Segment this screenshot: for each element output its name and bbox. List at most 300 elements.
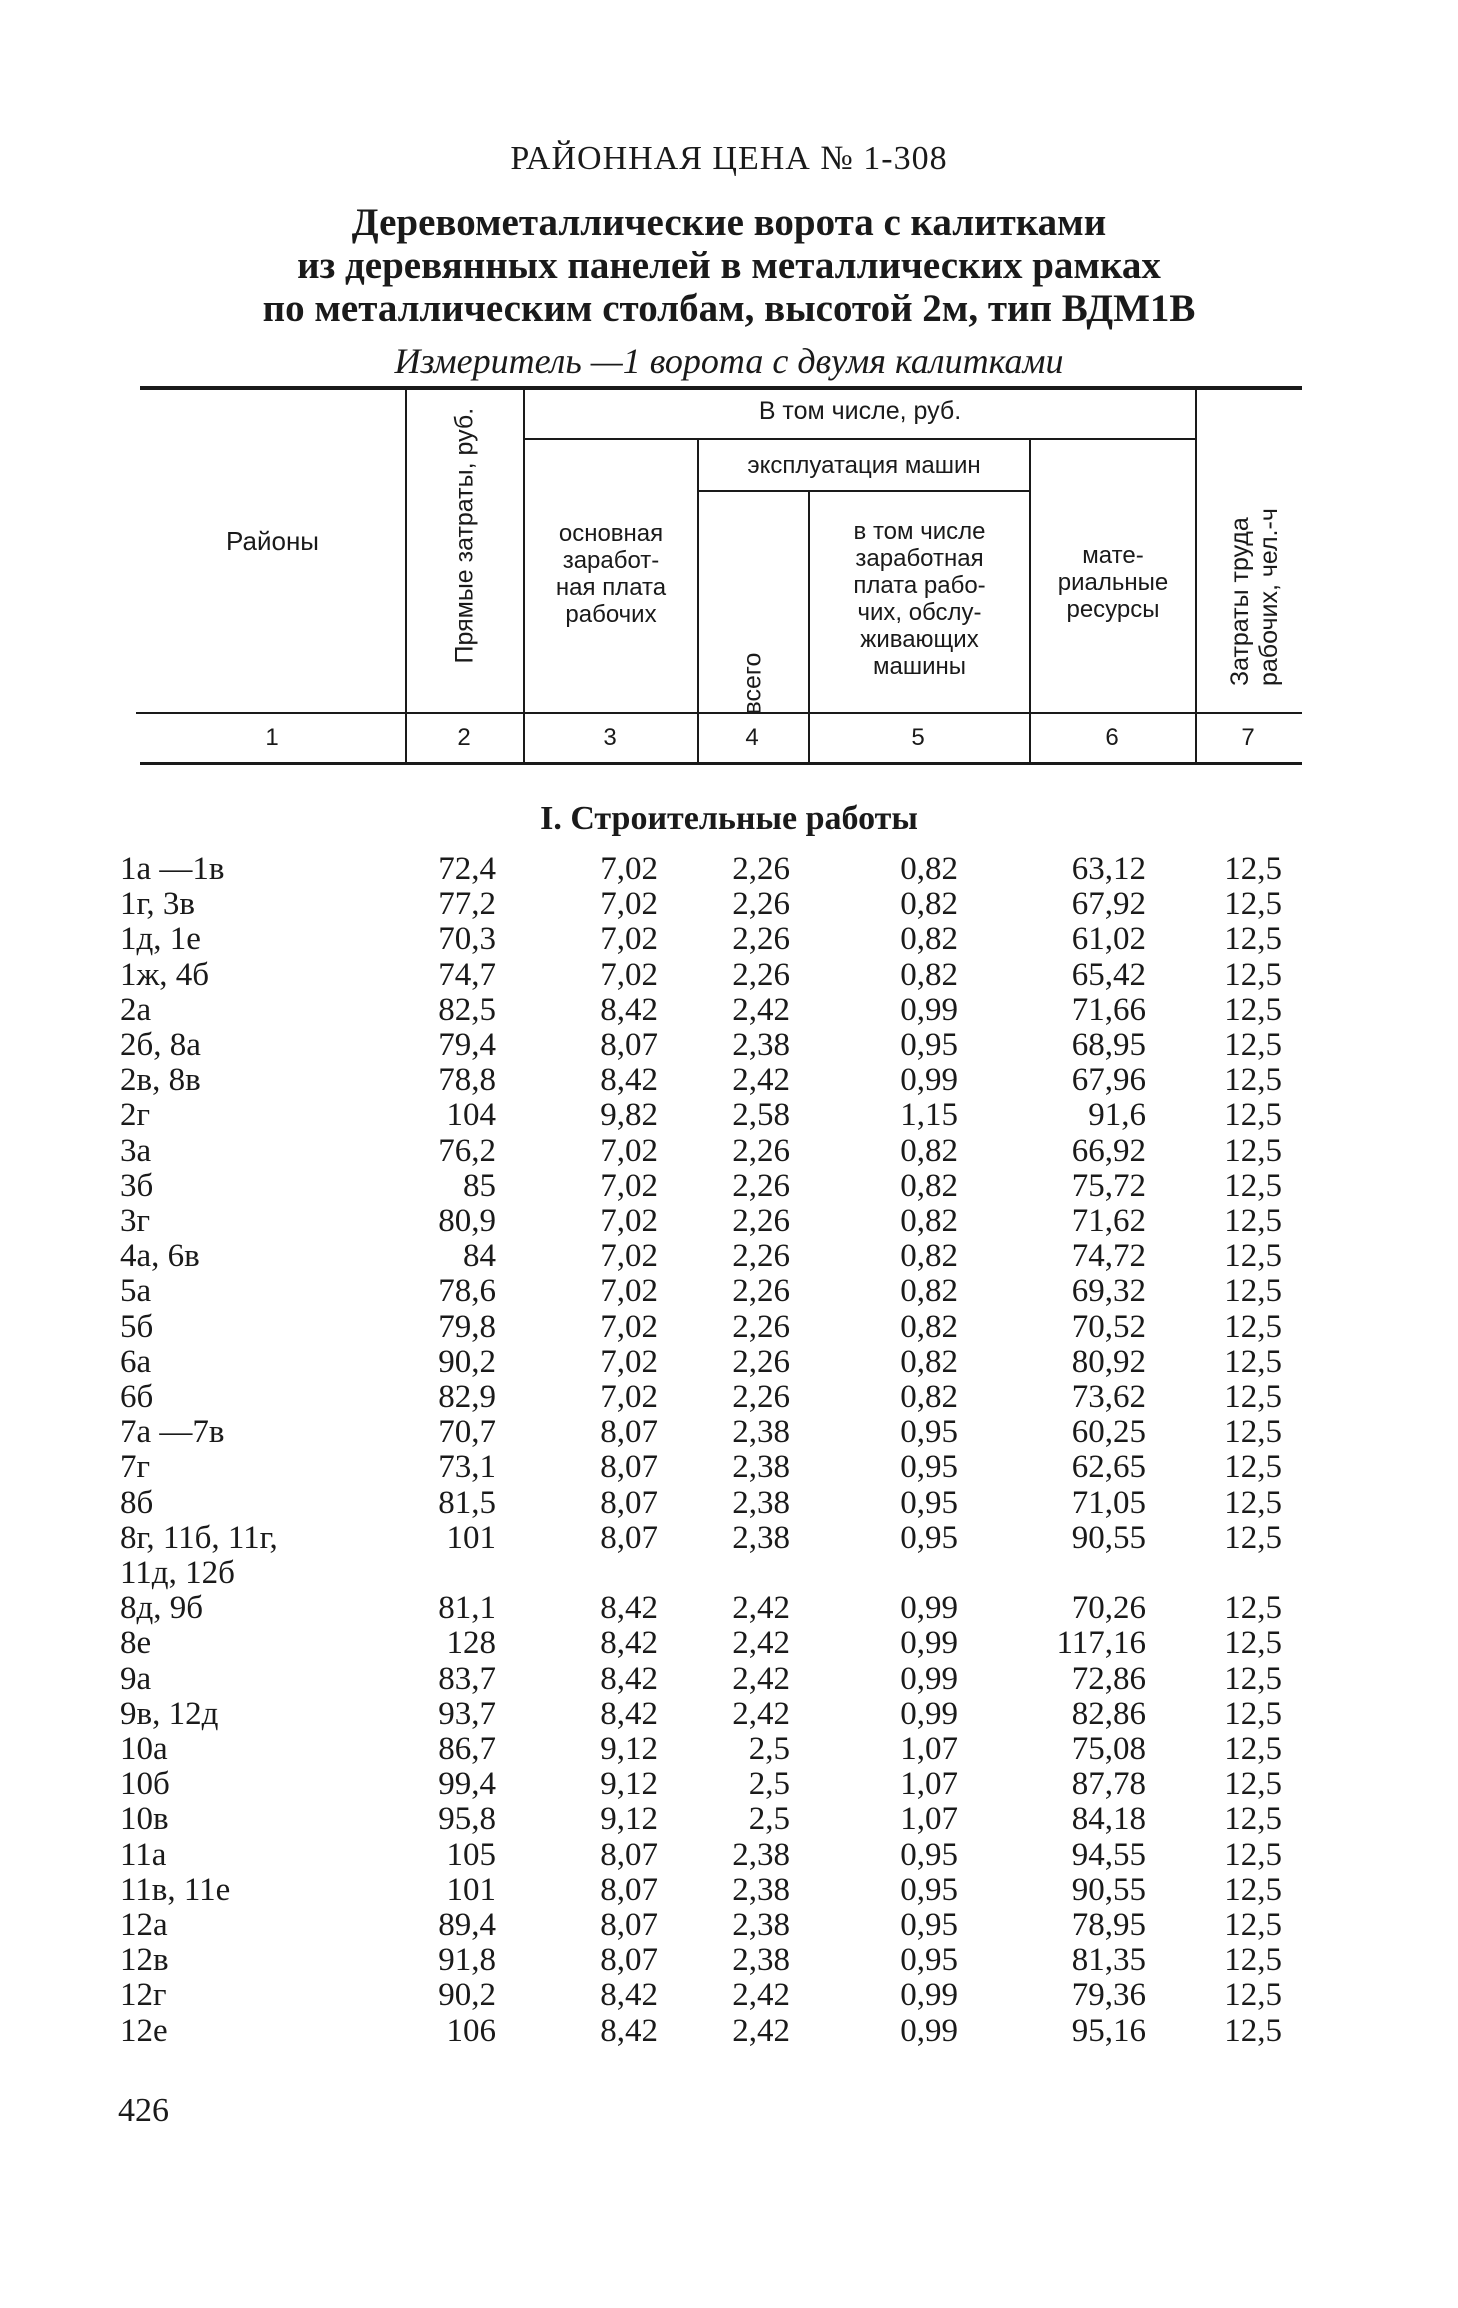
cell-wage: 7,02 xyxy=(600,1238,658,1274)
table-row xyxy=(0,958,1458,993)
table-row xyxy=(0,1908,1458,1943)
cell-wage: 8,07 xyxy=(600,1485,658,1521)
cell-mach-total: 2,26 xyxy=(732,957,790,993)
cell-direct: 80,9 xyxy=(438,1203,496,1239)
table-row xyxy=(0,1486,1458,1521)
cell-mach-total: 2,26 xyxy=(732,1133,790,1169)
cell-wage: 9,12 xyxy=(600,1801,658,1837)
title-line-1: Деревометаллические ворота с калитками xyxy=(351,201,1107,244)
cell-labor: 12,5 xyxy=(1224,1027,1282,1063)
cell-wage: 8,07 xyxy=(600,1414,658,1450)
operator-wage-header xyxy=(810,518,1029,680)
cell-wage: 8,42 xyxy=(600,1625,658,1661)
cell-mach-wage: 0,82 xyxy=(900,1379,958,1415)
cell-district: 4а, 6в xyxy=(120,1238,200,1274)
cell-mach-total: 2,38 xyxy=(732,1520,790,1556)
price-code: РАЙОННАЯ ЦЕНА № 1-308 xyxy=(510,140,948,177)
base-wage-header xyxy=(525,520,697,628)
operator-wage-line: чих, обслу- xyxy=(857,599,982,626)
cell-direct: 83,7 xyxy=(438,1661,496,1697)
table-row xyxy=(0,1662,1458,1697)
unit-of-measure: Измеритель —1 ворота с двумя калитками xyxy=(394,341,1064,381)
cell-labor: 12,5 xyxy=(1224,1661,1282,1697)
page-number: 426 xyxy=(118,2092,169,2129)
table-row xyxy=(0,1626,1458,1661)
column-number: 4 xyxy=(745,724,759,751)
labor-header xyxy=(1226,436,1284,686)
cell-materials: 75,72 xyxy=(1071,1168,1146,1204)
table-row xyxy=(0,1838,1458,1873)
cell-materials: 70,52 xyxy=(1071,1309,1146,1345)
table-row xyxy=(0,1134,1458,1169)
col-divider-6 xyxy=(1195,390,1197,762)
materials-line: риальные xyxy=(1057,569,1169,596)
cell-wage: 7,02 xyxy=(600,957,658,993)
cell-materials: 65,42 xyxy=(1071,957,1146,993)
column-number: 2 xyxy=(457,724,471,751)
cell-materials: 68,95 xyxy=(1071,1027,1146,1063)
cell-materials: 71,62 xyxy=(1071,1203,1146,1239)
cell-labor: 12,5 xyxy=(1224,1872,1282,1908)
cell-labor: 12,5 xyxy=(1224,1062,1282,1098)
table-row xyxy=(0,1521,1458,1556)
cell-direct: 104 xyxy=(446,1097,496,1133)
cell-direct: 70,3 xyxy=(438,921,496,957)
cell-labor: 12,5 xyxy=(1224,992,1282,1028)
number-row-rule xyxy=(140,762,1302,765)
cell-district: 8д, 9б xyxy=(120,1590,204,1626)
cell-labor: 12,5 xyxy=(1224,1133,1282,1169)
cell-district: 1г, 3в xyxy=(120,886,195,922)
cell-labor: 12,5 xyxy=(1224,957,1282,993)
header-top-rule xyxy=(140,386,1302,390)
table-row xyxy=(0,1345,1458,1380)
table-row xyxy=(0,852,1458,887)
table-row xyxy=(0,993,1458,1028)
cell-mach-total: 2,26 xyxy=(732,921,790,957)
cell-materials: 67,92 xyxy=(1071,886,1146,922)
cell-wage: 9,12 xyxy=(600,1731,658,1767)
cell-district: 1д, 1е xyxy=(120,921,201,957)
table-row xyxy=(0,1873,1458,1908)
cell-district: 2г xyxy=(120,1097,151,1133)
operator-wage-line: живающих xyxy=(860,626,979,653)
cell-district: 6б xyxy=(120,1379,154,1415)
cell-materials: 60,25 xyxy=(1071,1414,1146,1450)
cell-mach-total: 2,5 xyxy=(748,1731,790,1767)
cell-district: 10а xyxy=(120,1731,168,1767)
cell-mach-total: 2,38 xyxy=(732,1485,790,1521)
cell-mach-wage: 0,95 xyxy=(900,1449,958,1485)
cell-mach-total: 2,5 xyxy=(748,1801,790,1837)
cell-materials: 71,05 xyxy=(1071,1485,1146,1521)
cell-district: 2б, 8а xyxy=(120,1027,201,1063)
cell-direct: 128 xyxy=(446,1625,496,1661)
base-wage-line: заработ- xyxy=(562,547,660,574)
cell-labor: 12,5 xyxy=(1224,1273,1282,1309)
cell-mach-wage: 0,95 xyxy=(900,1942,958,1978)
cell-district: 8б xyxy=(120,1485,154,1521)
cell-mach-total: 2,26 xyxy=(732,1379,790,1415)
cell-labor: 12,5 xyxy=(1224,1414,1282,1450)
cell-materials: 81,35 xyxy=(1071,1942,1146,1978)
machine-total-header: всего xyxy=(738,652,767,715)
cell-mach-total: 2,26 xyxy=(732,1273,790,1309)
cell-mach-total: 2,38 xyxy=(732,1837,790,1873)
cell-district: 11в, 11е xyxy=(120,1872,231,1908)
cell-labor: 12,5 xyxy=(1224,1590,1282,1626)
cell-wage: 7,02 xyxy=(600,851,658,887)
cell-materials: 90,55 xyxy=(1071,1520,1146,1556)
cell-direct: 89,4 xyxy=(438,1907,496,1943)
cell-wage: 8,42 xyxy=(600,2013,658,2049)
table-row xyxy=(0,2014,1458,2049)
cell-wage: 8,42 xyxy=(600,992,658,1028)
cell-labor: 12,5 xyxy=(1224,2013,1282,2049)
cell-direct: 95,8 xyxy=(438,1801,496,1837)
cell-direct: 90,2 xyxy=(438,1977,496,2013)
cell-mach-total: 2,42 xyxy=(732,1696,790,1732)
cell-district: 12а xyxy=(120,1907,168,1943)
table-row xyxy=(0,1767,1458,1802)
table-row xyxy=(0,1697,1458,1732)
table-row-continuation xyxy=(0,1556,1458,1591)
cell-labor: 12,5 xyxy=(1224,1837,1282,1873)
column-number: 6 xyxy=(1105,724,1119,751)
labor-line: рабочих, чел.-ч xyxy=(1255,508,1283,686)
cell-materials: 87,78 xyxy=(1071,1766,1146,1802)
cell-wage: 8,07 xyxy=(600,1942,658,1978)
cell-mach-wage: 0,82 xyxy=(900,1168,958,1204)
table-row xyxy=(0,1028,1458,1063)
cell-mach-total: 2,42 xyxy=(732,992,790,1028)
cell-wage: 7,02 xyxy=(600,1203,658,1239)
cell-materials: 82,86 xyxy=(1071,1696,1146,1732)
cell-materials: 73,62 xyxy=(1071,1379,1146,1415)
cell-wage: 8,42 xyxy=(600,1590,658,1626)
cell-materials: 63,12 xyxy=(1071,851,1146,887)
operator-wage-line: в том числе xyxy=(853,518,986,545)
cell-mach-wage: 0,99 xyxy=(900,1977,958,2013)
cell-materials: 94,55 xyxy=(1071,1837,1146,1873)
cell-direct: 91,8 xyxy=(438,1942,496,1978)
cell-wage: 7,02 xyxy=(600,1133,658,1169)
including-rule xyxy=(523,438,1195,440)
cell-mach-total: 2,26 xyxy=(732,1168,790,1204)
labor-line: Затраты труда xyxy=(1226,517,1254,686)
cell-direct: 99,4 xyxy=(438,1766,496,1802)
cell-wage: 8,07 xyxy=(600,1027,658,1063)
machine-operation-header: эксплуатация машин xyxy=(747,452,981,479)
cell-wage: 7,02 xyxy=(600,1273,658,1309)
base-wage-line: рабочих xyxy=(565,601,657,628)
cell-district: 9в, 12д xyxy=(120,1696,219,1732)
cell-wage: 8,07 xyxy=(600,1520,658,1556)
title-line-2: из деревянных панелей в металлических рамках xyxy=(297,244,1161,287)
cell-direct: 72,4 xyxy=(438,851,496,887)
cell-district: 10б xyxy=(120,1766,170,1802)
cell-wage: 8,07 xyxy=(600,1872,658,1908)
cell-district: 5б xyxy=(120,1309,154,1345)
cell-district: 6а xyxy=(120,1344,152,1380)
cell-mach-total: 2,42 xyxy=(732,1062,790,1098)
districts-header: Районы xyxy=(226,526,319,556)
cell-wage: 7,02 xyxy=(600,1309,658,1345)
cell-mach-total: 2,26 xyxy=(732,1203,790,1239)
cell-materials: 70,26 xyxy=(1071,1590,1146,1626)
table-row xyxy=(0,1204,1458,1239)
cell-mach-total: 2,42 xyxy=(732,1661,790,1697)
cell-wage: 7,02 xyxy=(600,1379,658,1415)
cell-district: 1ж, 4б xyxy=(120,957,210,993)
section-title: I. Строительные работы xyxy=(540,800,918,837)
cell-labor: 12,5 xyxy=(1224,1977,1282,2013)
cell-mach-total: 2,26 xyxy=(732,1344,790,1380)
cell-mach-wage: 0,99 xyxy=(900,1062,958,1098)
cell-mach-wage: 0,95 xyxy=(900,1872,958,1908)
cell-labor: 12,5 xyxy=(1224,1203,1282,1239)
col-divider-1 xyxy=(405,390,407,762)
cell-mach-total: 2,5 xyxy=(748,1766,790,1802)
cell-materials: 95,16 xyxy=(1071,2013,1146,2049)
cell-labor: 12,5 xyxy=(1224,1520,1282,1556)
column-number: 5 xyxy=(911,724,925,751)
cell-mach-total: 2,38 xyxy=(732,1907,790,1943)
column-number: 3 xyxy=(603,724,617,751)
cell-direct: 79,4 xyxy=(438,1027,496,1063)
operator-wage-line: плата рабо- xyxy=(853,572,986,599)
cell-wage: 8,42 xyxy=(600,1062,658,1098)
cell-materials: 62,65 xyxy=(1071,1449,1146,1485)
table-row xyxy=(0,1591,1458,1626)
cell-district: 8е xyxy=(120,1625,152,1661)
cell-mach-wage: 0,82 xyxy=(900,957,958,993)
cell-wage: 8,07 xyxy=(600,1837,658,1873)
cell-mach-wage: 1,07 xyxy=(900,1801,958,1837)
table-row xyxy=(0,1274,1458,1309)
cell-district: 11а xyxy=(120,1837,167,1873)
cell-wage: 7,02 xyxy=(600,886,658,922)
cell-direct: 78,8 xyxy=(438,1062,496,1098)
cell-direct: 81,1 xyxy=(438,1590,496,1626)
base-wage-line: основная xyxy=(558,520,664,547)
table-row xyxy=(0,1239,1458,1274)
cell-direct: 90,2 xyxy=(438,1344,496,1380)
cell-labor: 12,5 xyxy=(1224,1379,1282,1415)
machines-rule xyxy=(697,490,1029,492)
cell-labor: 12,5 xyxy=(1224,1696,1282,1732)
table-row xyxy=(0,1802,1458,1837)
cell-labor: 12,5 xyxy=(1224,1344,1282,1380)
cell-mach-wage: 1,07 xyxy=(900,1766,958,1802)
cell-mach-total: 2,42 xyxy=(732,1625,790,1661)
cell-mach-wage: 0,99 xyxy=(900,992,958,1028)
cell-mach-total: 2,42 xyxy=(732,1590,790,1626)
materials-header xyxy=(1031,542,1195,623)
table-row xyxy=(0,1169,1458,1204)
cell-labor: 12,5 xyxy=(1224,1449,1282,1485)
cell-materials: 117,16 xyxy=(1056,1625,1146,1661)
operator-wage-line: машины xyxy=(872,653,966,680)
cell-materials: 78,95 xyxy=(1071,1907,1146,1943)
cell-district: 2в, 8в xyxy=(120,1062,201,1098)
cell-district: 12е xyxy=(120,2013,168,2049)
cell-labor: 12,5 xyxy=(1224,1766,1282,1802)
cell-labor: 12,5 xyxy=(1224,1168,1282,1204)
column-number: 1 xyxy=(265,724,279,751)
table-row xyxy=(0,1732,1458,1767)
cell-district: 8г, 11б, 11г, xyxy=(120,1520,278,1556)
cell-district: 7а —7в xyxy=(120,1414,225,1450)
cell-district: 1а —1в xyxy=(120,851,225,887)
cell-direct: 82,5 xyxy=(438,992,496,1028)
title-line-3: по металлическим столбам, высотой 2м, тип ВДМ1В xyxy=(262,287,1196,330)
table-row xyxy=(0,1450,1458,1485)
cell-mach-wage: 0,95 xyxy=(900,1837,958,1873)
cell-materials: 61,02 xyxy=(1071,921,1146,957)
cell-mach-total: 2,38 xyxy=(732,1414,790,1450)
cell-direct: 86,7 xyxy=(438,1731,496,1767)
cell-mach-total: 2,26 xyxy=(732,886,790,922)
cell-wage: 7,02 xyxy=(600,1168,658,1204)
cell-district: 10в xyxy=(120,1801,169,1837)
cell-mach-wage: 0,95 xyxy=(900,1485,958,1521)
cell-direct: 85 xyxy=(463,1168,496,1204)
cell-mach-total: 2,38 xyxy=(732,1449,790,1485)
cell-mach-wage: 0,99 xyxy=(900,1590,958,1626)
cell-mach-wage: 0,82 xyxy=(900,1309,958,1345)
table-row xyxy=(0,922,1458,957)
cell-labor: 12,5 xyxy=(1224,851,1282,887)
cell-wage: 8,42 xyxy=(600,1977,658,2013)
cell-district: 9а xyxy=(120,1661,152,1697)
cell-materials: 67,96 xyxy=(1071,1062,1146,1098)
column-number: 7 xyxy=(1241,724,1255,751)
cell-labor: 12,5 xyxy=(1224,1625,1282,1661)
cell-materials: 75,08 xyxy=(1071,1731,1146,1767)
table-row xyxy=(0,887,1458,922)
cell-mach-wage: 0,95 xyxy=(900,1907,958,1943)
cell-mach-wage: 0,99 xyxy=(900,1661,958,1697)
cell-mach-total: 2,26 xyxy=(732,1238,790,1274)
cell-materials: 69,32 xyxy=(1071,1273,1146,1309)
cell-mach-wage: 0,82 xyxy=(900,886,958,922)
cell-district-continued: 11д, 12б xyxy=(120,1555,235,1591)
materials-line: мате- xyxy=(1082,542,1144,569)
table-row xyxy=(0,1978,1458,2013)
cell-labor: 12,5 xyxy=(1224,1942,1282,1978)
cell-district: 3а xyxy=(120,1133,152,1169)
table-row xyxy=(0,1380,1458,1415)
cell-labor: 12,5 xyxy=(1224,1907,1282,1943)
cell-wage: 8,07 xyxy=(600,1449,658,1485)
cell-materials: 91,6 xyxy=(1088,1097,1146,1133)
cell-mach-wage: 0,82 xyxy=(900,1273,958,1309)
cell-direct: 78,6 xyxy=(438,1273,496,1309)
cell-district: 7г xyxy=(120,1449,151,1485)
table-row xyxy=(0,1943,1458,1978)
cell-materials: 90,55 xyxy=(1071,1872,1146,1908)
cell-mach-wage: 0,99 xyxy=(900,1625,958,1661)
including-header: В том числе, руб. xyxy=(758,397,962,425)
operator-wage-line: заработная xyxy=(855,545,984,572)
cell-mach-wage: 0,95 xyxy=(900,1027,958,1063)
cell-mach-wage: 0,82 xyxy=(900,851,958,887)
col-divider-3 xyxy=(697,440,699,762)
cell-mach-wage: 0,82 xyxy=(900,1133,958,1169)
cell-mach-wage: 0,82 xyxy=(900,921,958,957)
cell-mach-total: 2,38 xyxy=(732,1027,790,1063)
cell-direct: 76,2 xyxy=(438,1133,496,1169)
cell-mach-total: 2,42 xyxy=(732,2013,790,2049)
cell-labor: 12,5 xyxy=(1224,1238,1282,1274)
cell-mach-total: 2,26 xyxy=(732,851,790,887)
cell-mach-total: 2,42 xyxy=(732,1977,790,2013)
cell-labor: 12,5 xyxy=(1224,886,1282,922)
cell-wage: 7,02 xyxy=(600,921,658,957)
cell-mach-total: 2,38 xyxy=(732,1942,790,1978)
table-row xyxy=(0,1098,1458,1133)
cell-district: 12г xyxy=(120,1977,167,2013)
cell-mach-wage: 1,07 xyxy=(900,1731,958,1767)
cell-materials: 72,86 xyxy=(1071,1661,1146,1697)
cell-mach-total: 2,58 xyxy=(732,1097,790,1133)
header-bottom-rule xyxy=(136,712,1302,714)
cell-wage: 8,42 xyxy=(600,1661,658,1697)
cell-mach-wage: 0,82 xyxy=(900,1203,958,1239)
table-row xyxy=(0,1063,1458,1098)
direct-costs-header: Прямые затраты, руб. xyxy=(450,407,479,664)
cell-mach-wage: 0,95 xyxy=(900,1414,958,1450)
cell-district: 5а xyxy=(120,1273,152,1309)
cell-wage: 7,02 xyxy=(600,1344,658,1380)
cell-district: 2а xyxy=(120,992,152,1028)
cell-labor: 12,5 xyxy=(1224,1801,1282,1837)
cell-direct: 79,8 xyxy=(438,1309,496,1345)
cell-materials: 74,72 xyxy=(1071,1238,1146,1274)
cell-wage: 8,42 xyxy=(600,1696,658,1732)
cell-direct: 70,7 xyxy=(438,1414,496,1450)
base-wage-line: ная плата xyxy=(555,574,667,601)
cell-district: 3б xyxy=(120,1168,154,1204)
cell-mach-wage: 0,82 xyxy=(900,1344,958,1380)
cell-labor: 12,5 xyxy=(1224,1485,1282,1521)
cell-mach-wage: 0,99 xyxy=(900,1696,958,1732)
cell-labor: 12,5 xyxy=(1224,921,1282,957)
cell-wage: 8,07 xyxy=(600,1907,658,1943)
cell-direct: 82,9 xyxy=(438,1379,496,1415)
cell-direct: 77,2 xyxy=(438,886,496,922)
cell-labor: 12,5 xyxy=(1224,1731,1282,1767)
cell-wage: 9,12 xyxy=(600,1766,658,1802)
cell-wage: 9,82 xyxy=(600,1097,658,1133)
cell-direct: 105 xyxy=(446,1837,496,1873)
cell-direct: 101 xyxy=(446,1520,496,1556)
cell-mach-wage: 1,15 xyxy=(900,1097,958,1133)
cell-mach-wage: 0,82 xyxy=(900,1238,958,1274)
cell-materials: 71,66 xyxy=(1071,992,1146,1028)
cell-labor: 12,5 xyxy=(1224,1309,1282,1345)
table-row xyxy=(0,1415,1458,1450)
cell-mach-total: 2,38 xyxy=(732,1872,790,1908)
materials-line: ресурсы xyxy=(1066,596,1160,623)
table-row xyxy=(0,1310,1458,1345)
cell-materials: 79,36 xyxy=(1071,1977,1146,2013)
cell-district: 12в xyxy=(120,1942,169,1978)
cell-district: 3г xyxy=(120,1203,151,1239)
cell-direct: 93,7 xyxy=(438,1696,496,1732)
cell-direct: 73,1 xyxy=(438,1449,496,1485)
